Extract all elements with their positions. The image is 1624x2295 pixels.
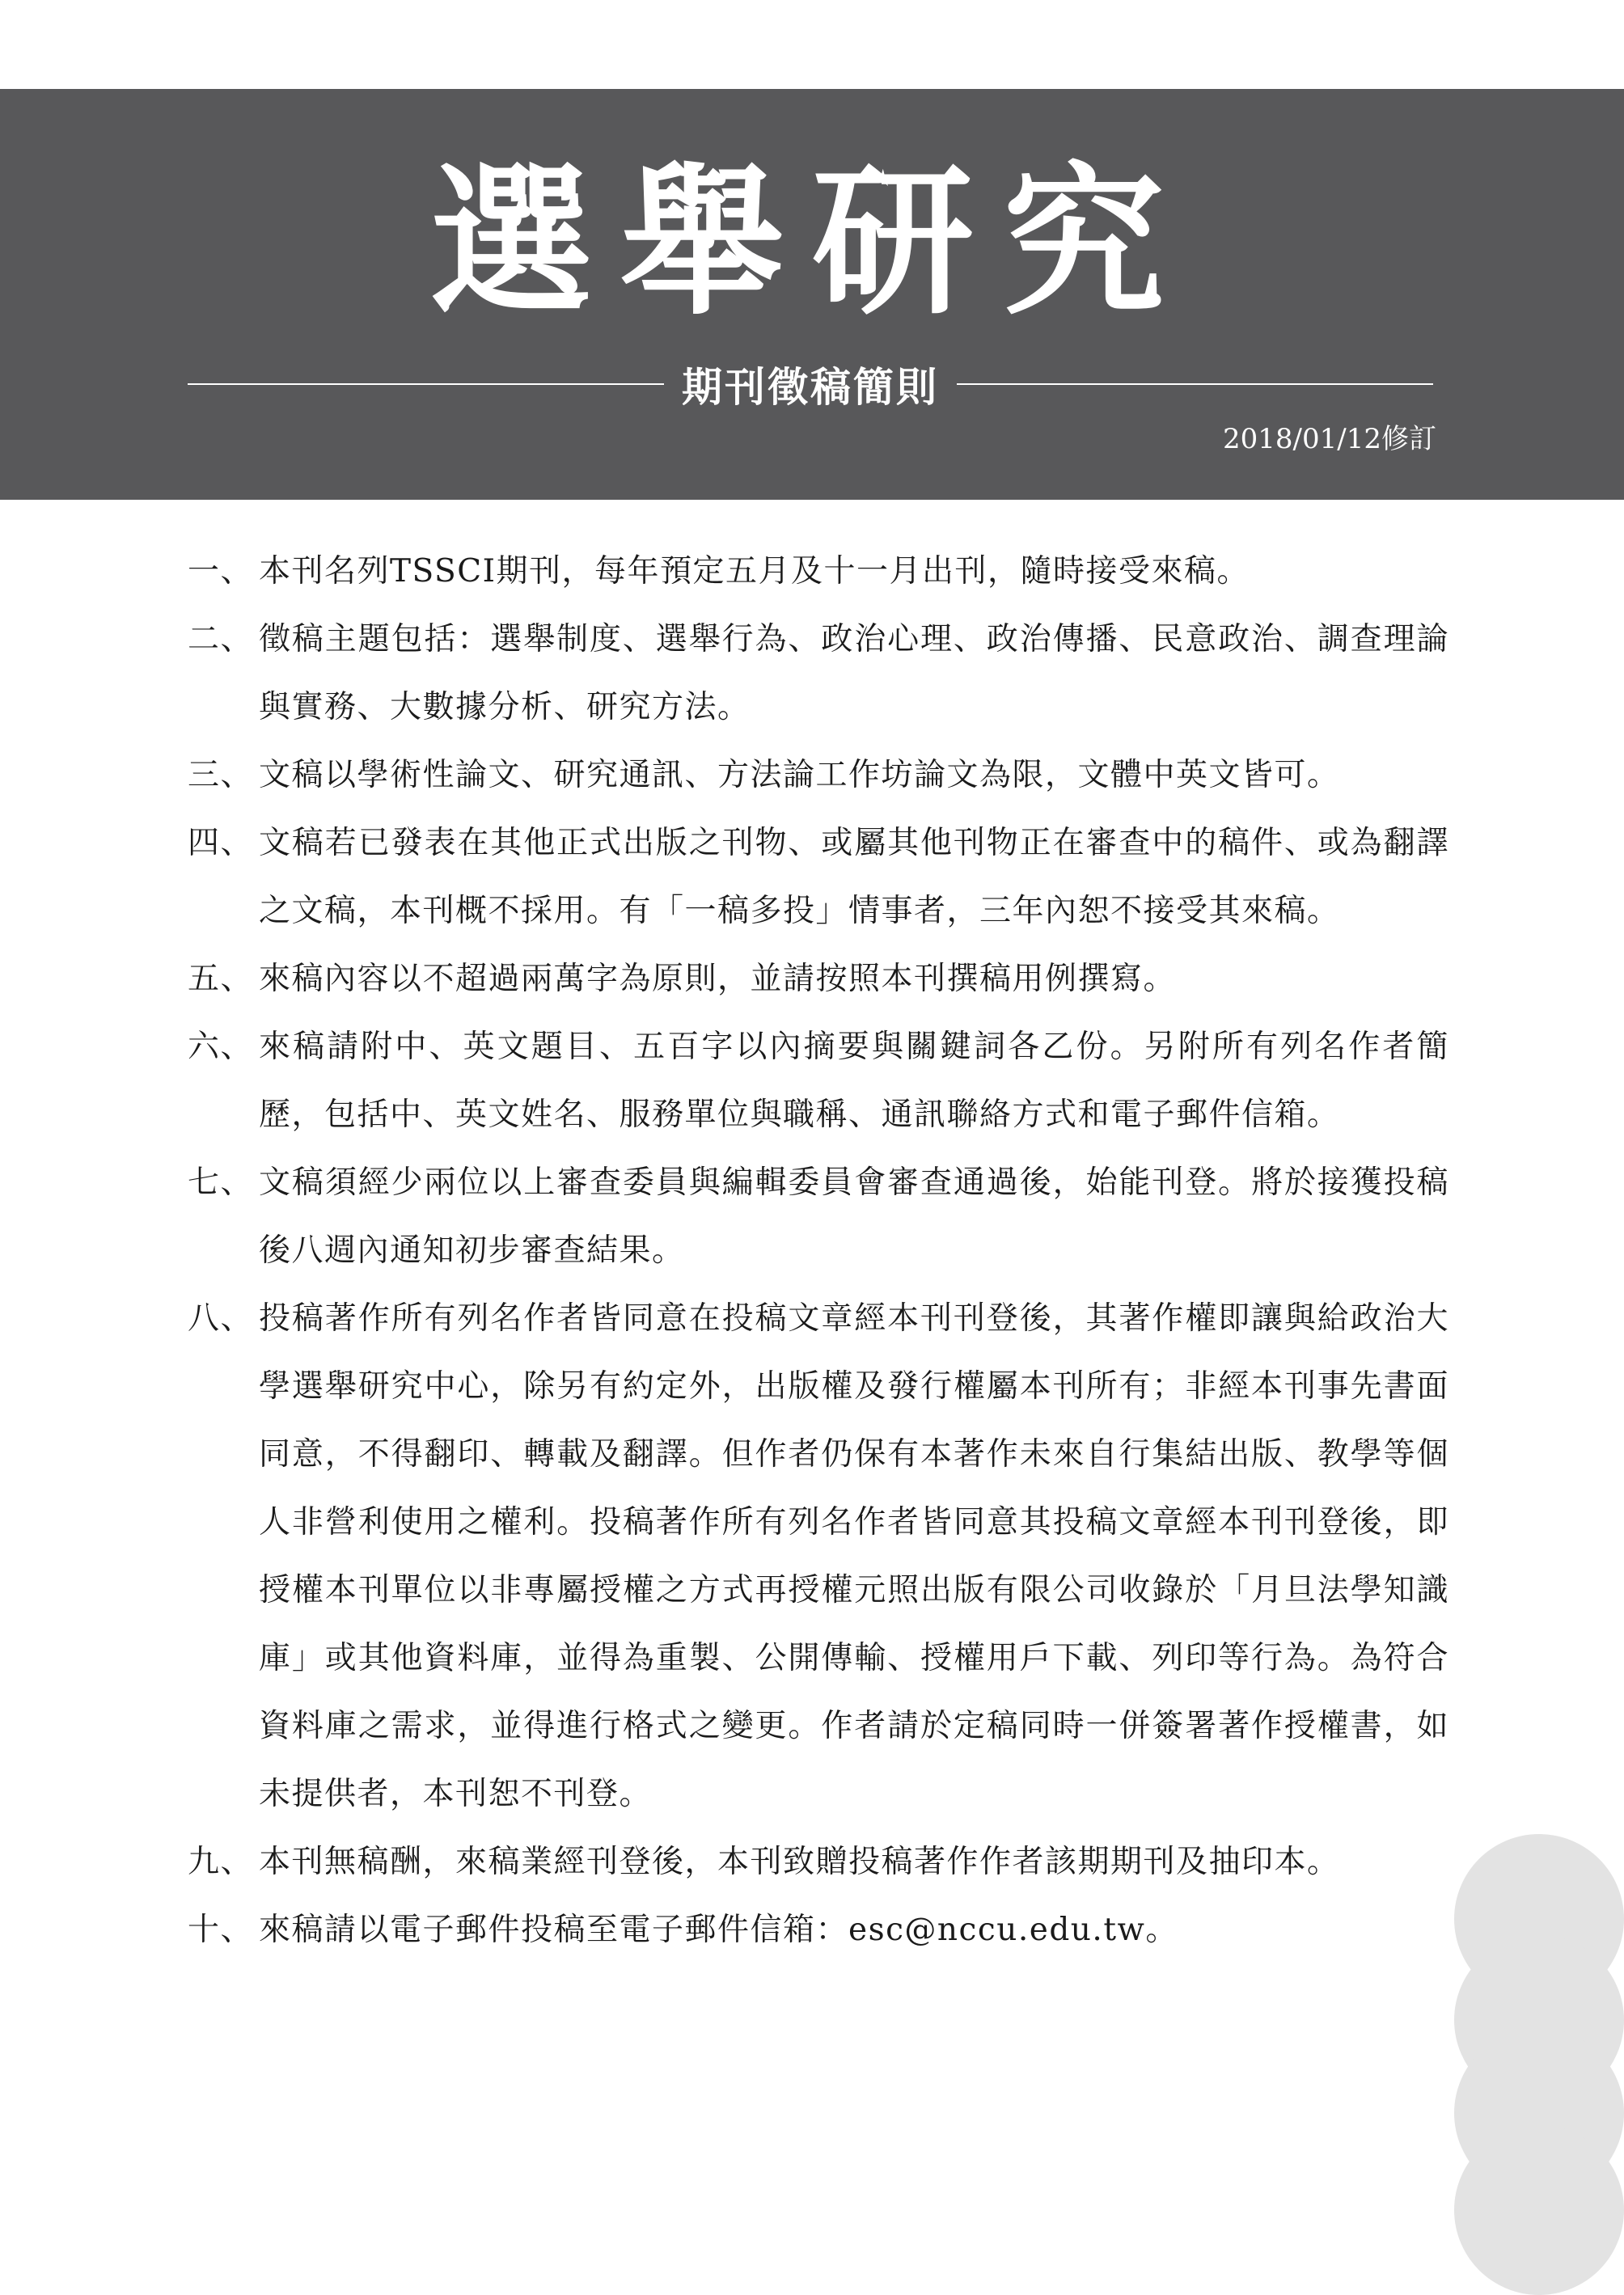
rule-text: 來稿內容以不超過兩萬字為原則，並請按照本刊撰稿用例撰寫。	[259, 961, 1177, 997]
rule-text: 本刊名列TSSCI期刊，每年預定五月及十一月出刊，隨時接受來稿。	[259, 553, 1250, 590]
rule-text: 文稿須經少兩位以上審查委員與編輯委員會審查通過後，始能刊登。將於接獲投稿後八週內通知初步審查結果。	[259, 1164, 1449, 1269]
journal-logo: 選舉研究	[429, 147, 1194, 337]
rule-number: 四、	[188, 825, 254, 861]
rule-number: 五、	[188, 961, 254, 997]
rule-number: 七、	[188, 1164, 254, 1201]
rule-text: 文稿以學術性論文、研究通訊、方法論工作坊論文為限，文體中英文皆可。	[259, 757, 1340, 793]
right-divider	[957, 383, 1433, 385]
rule-item	[188, 606, 1449, 742]
decorative-circle	[1454, 2125, 1624, 2295]
rule-text: 來稿請附中、英文題目、五百字以內摘要與關鍵詞各乙份。另附所有列名作者簡歷，包括中、英文姓名、服務單位與職稱、通訊聯絡方式和電子郵件信箱。	[259, 1029, 1449, 1133]
rule-text: 文稿若已發表在其他正式出版之刊物、或屬其他刊物正在審查中的稿件、或為翻譯之文稿，本刊概不採用。有「一稿多投」情事者，三年內恕不接受其來稿。	[259, 825, 1449, 929]
rule-number: 十、	[188, 1912, 254, 1948]
rule-text: 徵稿主題包括：選舉制度、選舉行為、政治心理、政治傳播、民意政治、調查理論與實務、大數據分析、研究方法。	[259, 621, 1449, 725]
rule-item	[188, 742, 1449, 809]
rule-text: 投稿著作所有列名作者皆同意在投稿文章經本刊刊登後，其著作權即讓與給政治大學選舉研究中心，除另有約定外，出版權及發行權屬本刊所有；非經本刊事先書面同意，不得翻印、轉載及翻譯。但作者仍保有本著作未來自行集結出版、教學等個人非營利使用之權利。投稿著作所有列名作者皆同意其投稿文章經本刊刊登後，即授權本刊單位以非專屬授權之方式再授權元照出版有限公司收錄於「月旦法學知識庫」或其他資料庫，並得為重製、公開傳輸、授權用戶下載、列印等行為。為符合資料庫之需求，並得進行格式之變更。作者請於定稿同時一併簽署著作授權書，如未提供者，本刊恕不刊登。	[259, 1300, 1449, 1812]
rule-item	[188, 1896, 1449, 1964]
left-divider	[188, 383, 664, 385]
rule-number: 三、	[188, 757, 254, 793]
rule-item	[188, 945, 1449, 1013]
page-title: 期刊徵稿簡則	[682, 363, 939, 411]
rule-item	[188, 1149, 1449, 1285]
revision-date: 2018/01/12修訂	[1223, 423, 1436, 455]
rule-item	[188, 1285, 1449, 1828]
rule-number: 八、	[188, 1300, 254, 1337]
rule-number: 二、	[188, 621, 254, 657]
rule-number: 一、	[188, 553, 254, 590]
rule-text: 來稿請以電子郵件投稿至電子郵件信箱：esc@nccu.edu.tw。	[259, 1912, 1178, 1948]
subtitle-row	[188, 356, 1433, 412]
submission-rules-list	[188, 538, 1449, 1964]
header-banner	[0, 89, 1624, 500]
rule-number: 六、	[188, 1029, 254, 1065]
rule-item	[188, 1828, 1449, 1896]
rule-item	[188, 1013, 1449, 1149]
rule-item	[188, 538, 1449, 606]
rule-text: 本刊無稿酬，來稿業經刊登後，本刊致贈投稿著作作者該期期刊及抽印本。	[259, 1844, 1340, 1880]
rule-item	[188, 809, 1449, 945]
rule-number: 九、	[188, 1844, 254, 1880]
